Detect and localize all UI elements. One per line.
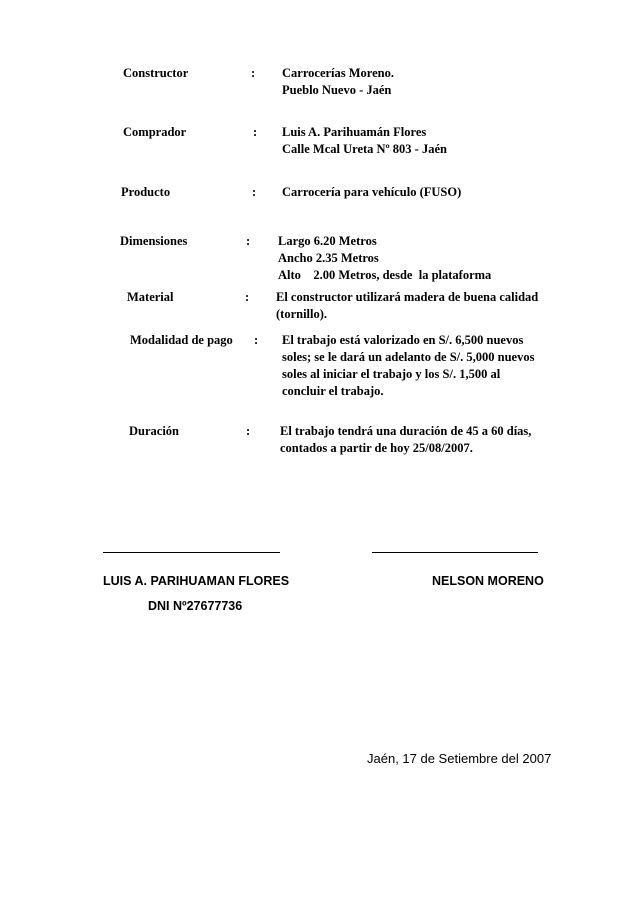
signature-line-left: [103, 552, 280, 553]
value-line: Alto 2.00 Metros, desde la plataforma: [278, 268, 492, 282]
value-line: Carrocería para vehículo (FUSO): [282, 185, 462, 199]
field-colon: :: [252, 185, 257, 199]
value-line: Carrocerías Moreno.: [282, 66, 394, 80]
value-line: Luis A. Parihuamán Flores: [282, 125, 427, 139]
field-value: [280, 423, 531, 457]
field-value: [282, 184, 461, 201]
field-colon: :: [246, 424, 251, 438]
field-value: [278, 233, 491, 284]
value-line: (tornillo).: [276, 307, 328, 321]
signature-line-right: [372, 552, 538, 553]
signer-left-dni: DNI Nº27677736: [148, 599, 243, 613]
field-label: Modalidad de pago: [130, 333, 233, 347]
value-line: El constructor utilizará madera de buena calidad: [276, 290, 539, 304]
field-value: [282, 124, 447, 158]
value-line: concluir el trabajo.: [282, 384, 384, 398]
value-line: Calle Mcal Ureta Nº 803 - Jaén: [282, 142, 447, 156]
value-line: Largo 6.20 Metros: [278, 234, 377, 248]
field-label: Duración: [129, 424, 179, 438]
value-line: Pueblo Nuevo - Jaén: [282, 83, 392, 97]
value-line: El trabajo tendrá una duración de 45 a 60 días,: [280, 424, 532, 438]
field-label: Comprador: [123, 125, 187, 139]
field-value: [282, 332, 534, 400]
value-line: Ancho 2.35 Metros: [278, 251, 379, 265]
field-colon: :: [246, 234, 251, 248]
field-colon: :: [254, 333, 259, 347]
value-line: soles; se le dará un adelanto de S/. 5,000 nuevos: [282, 350, 535, 364]
value-line: contados a partir de hoy 25/08/2007.: [280, 441, 473, 455]
field-label: Material: [127, 290, 174, 304]
signer-left-name: LUIS A. PARIHUAMAN FLORES: [103, 574, 290, 588]
value-line: El trabajo está valorizado en S/. 6,500 nuevos: [282, 333, 524, 347]
field-value: [276, 289, 538, 323]
field-colon: :: [253, 125, 258, 139]
field-label: Producto: [121, 185, 171, 199]
field-colon: :: [245, 290, 250, 304]
field-label: Constructor: [123, 66, 189, 80]
field-label: Dimensiones: [120, 234, 188, 248]
field-colon: :: [251, 66, 256, 80]
signer-right-name: NELSON MORENO: [432, 574, 544, 588]
document-date: Jaén, 17 de Setiembre del 2007: [367, 751, 552, 766]
field-value: [282, 65, 394, 99]
value-line: soles al iniciar el trabajo y los S/. 1,500 al: [282, 367, 501, 381]
